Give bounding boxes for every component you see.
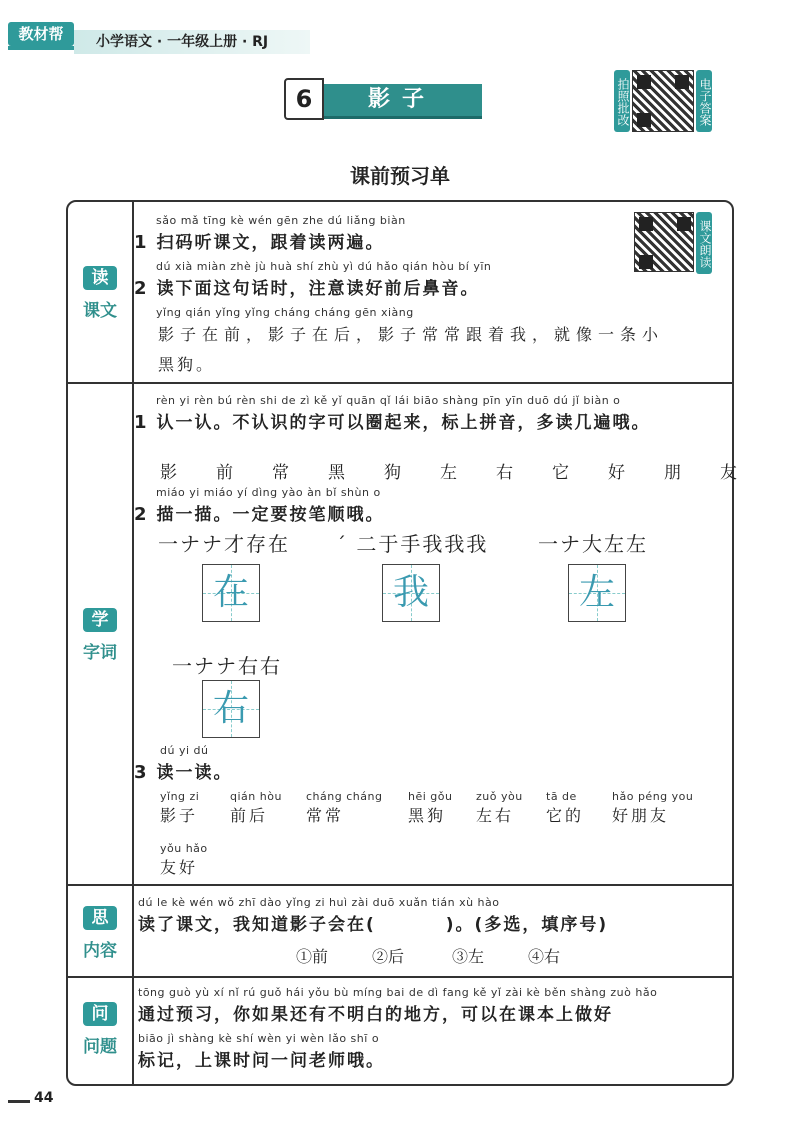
lesson-banner bbox=[284, 78, 482, 120]
word-item bbox=[476, 790, 523, 826]
char: 前 bbox=[216, 463, 236, 483]
pinyin: sǎo mǎ tīng kè wén gēn zhe dú liǎng biàn bbox=[156, 214, 406, 227]
pinyin: dú le kè wén wǒ zhī dào yǐng zi huì zài duō xuǎn tián xù hào bbox=[138, 896, 500, 909]
word-item bbox=[408, 790, 452, 826]
section-badge: 问 bbox=[83, 1002, 117, 1026]
question-2 bbox=[134, 274, 480, 299]
word-item bbox=[160, 842, 208, 878]
word-pinyin: hǎo péng you bbox=[612, 790, 694, 803]
question-3 bbox=[134, 758, 233, 783]
lesson-number: 6 bbox=[284, 78, 324, 120]
tracing-grid[interactable] bbox=[568, 564, 626, 622]
trace-char: 左 bbox=[578, 572, 615, 613]
word-item bbox=[306, 790, 382, 826]
section-label: 字词 bbox=[83, 643, 117, 663]
pinyin: rèn yi rèn bú rèn shi de zì kě yǐ quān qǐ lái biāo shàng pīn yīn duō dú jǐ biàn o bbox=[156, 394, 621, 407]
row-divider bbox=[68, 382, 732, 384]
section-label: 内容 bbox=[83, 941, 117, 961]
pinyin: yǐng qián yǐng yǐng cháng cháng gēn xiàng bbox=[156, 306, 414, 319]
char: 朋 bbox=[664, 463, 684, 483]
word-text: 友好 bbox=[160, 858, 199, 877]
ask-text: 标记，上课时问一问老师哦。 bbox=[138, 1051, 385, 1071]
word-pinyin: qián hòu bbox=[230, 790, 282, 803]
question-number: 2 bbox=[134, 278, 149, 299]
pinyin: miáo yi miáo yí dìng yào àn bǐ shùn o bbox=[156, 486, 381, 499]
pinyin: biāo jì shàng kè shí wèn yi wèn lǎo shī o bbox=[138, 1032, 380, 1045]
char: 狗 bbox=[384, 463, 404, 483]
tracing-grid[interactable] bbox=[202, 680, 260, 738]
section-label: 课文 bbox=[83, 301, 117, 321]
page-number-line bbox=[8, 1100, 30, 1103]
column-divider bbox=[132, 202, 134, 1084]
qr-grading[interactable] bbox=[614, 70, 714, 132]
char: 影 bbox=[160, 463, 180, 483]
question-text: )。(多选，填序号) bbox=[445, 915, 609, 935]
row-divider bbox=[68, 884, 732, 886]
question-text: 读一读。 bbox=[156, 763, 233, 783]
char: 黑 bbox=[328, 463, 348, 483]
ask-text: 通过预习，你如果还有不明白的地方，可以在课本上做好 bbox=[138, 1005, 613, 1025]
question-number: 1 bbox=[134, 232, 149, 253]
char: 右 bbox=[496, 463, 516, 483]
word-text: 好朋友 bbox=[612, 806, 670, 825]
worksheet-table bbox=[66, 200, 740, 1086]
stroke-order: 一ナナ右右 bbox=[172, 654, 282, 678]
stroke-order: 一ナ大左左 bbox=[538, 532, 648, 556]
section-badge: 学 bbox=[83, 608, 117, 632]
section-think bbox=[68, 906, 132, 961]
pinyin: tōng guò yù xí nǐ rú guǒ hái yǒu bù míng bai de dì fang kě yǐ zài kè běn shàng zuò hǎo bbox=[138, 986, 658, 999]
section-ask bbox=[68, 1002, 132, 1057]
word-pinyin: zuǒ yòu bbox=[476, 790, 523, 803]
char: 左 bbox=[440, 463, 460, 483]
option: ③左 bbox=[452, 947, 485, 966]
section-badge: 读 bbox=[83, 266, 117, 290]
page-heading: 课前预习单 bbox=[350, 164, 450, 188]
reading-sentence: 影子在前，影子在后，影子常常跟着我，就像一条小 bbox=[158, 325, 665, 344]
word-text: 左右 bbox=[476, 806, 515, 825]
header-brand: 教材帮 bbox=[8, 22, 74, 46]
section-label: 问题 bbox=[83, 1037, 117, 1057]
pinyin: dú xià miàn zhè jù huà shí zhù yì dú hǎo qián hòu bí yīn bbox=[156, 260, 492, 273]
page-number: 44 bbox=[34, 1090, 54, 1106]
word-pinyin: yǒu hǎo bbox=[160, 842, 208, 855]
question-text: 描一描。一定要按笔顺哦。 bbox=[156, 505, 385, 525]
question-text: 读了课文，我知道影子会在( bbox=[138, 915, 376, 935]
question-number: 1 bbox=[134, 412, 149, 433]
qr-code-icon[interactable] bbox=[632, 70, 694, 132]
qr-reading-label: 课文朗读 bbox=[696, 212, 712, 274]
stroke-order: ˊ 二于手我我我 bbox=[336, 532, 489, 556]
qr-right-label: 电子答案 bbox=[696, 70, 712, 132]
word-pinyin: cháng cháng bbox=[306, 790, 383, 803]
trace-char: 我 bbox=[392, 572, 429, 613]
pinyin: dú yi dú bbox=[160, 744, 209, 757]
trace-char: 右 bbox=[212, 688, 249, 729]
lesson-title: 影子 bbox=[322, 84, 482, 116]
option: ①前 bbox=[296, 947, 329, 966]
qr-code-icon[interactable] bbox=[634, 212, 694, 272]
question-1 bbox=[134, 228, 385, 253]
header-underline bbox=[8, 46, 74, 50]
word-item bbox=[230, 790, 282, 826]
word-text: 黑狗 bbox=[408, 806, 447, 825]
question-text: 读下面这句话时，注意读好前后鼻音。 bbox=[156, 279, 480, 299]
word-pinyin: yǐng zi bbox=[160, 790, 200, 803]
section-learn bbox=[68, 608, 132, 663]
question-1 bbox=[134, 408, 651, 433]
section-badge: 思 bbox=[83, 906, 117, 930]
tracing-grid[interactable] bbox=[382, 564, 440, 622]
question-number: 2 bbox=[134, 504, 149, 525]
word-text: 常常 bbox=[306, 806, 345, 825]
word-item bbox=[546, 790, 584, 826]
qr-reading[interactable] bbox=[634, 212, 722, 274]
word-text: 它的 bbox=[546, 806, 585, 825]
question-text: 扫码听课文，跟着读两遍。 bbox=[156, 233, 385, 253]
question-text: 认一认。不认识的字可以圈起来，标上拼音，多读几遍哦。 bbox=[156, 413, 651, 433]
char: 友 bbox=[720, 463, 740, 483]
section-read bbox=[68, 266, 132, 321]
stroke-order: 一ナナ才存在 bbox=[158, 532, 290, 556]
lesson-title-underline bbox=[322, 116, 482, 119]
option: ②后 bbox=[372, 947, 405, 966]
char: 常 bbox=[272, 463, 292, 483]
word-item bbox=[160, 790, 199, 826]
char: 它 bbox=[552, 463, 572, 483]
header-subject: 小学语文 · 一年级上册 · RJ bbox=[74, 30, 310, 54]
char: 好 bbox=[608, 463, 628, 483]
option: ④右 bbox=[528, 947, 561, 966]
tracing-grid[interactable] bbox=[202, 564, 260, 622]
word-pinyin: tā de bbox=[546, 790, 577, 803]
reading-sentence: 黑狗。 bbox=[158, 355, 216, 374]
word-text: 影子 bbox=[160, 806, 199, 825]
trace-char: 在 bbox=[212, 572, 249, 613]
question-2 bbox=[134, 500, 385, 525]
word-item bbox=[612, 790, 693, 826]
word-text: 前后 bbox=[230, 806, 269, 825]
qr-left-label: 拍照批改 bbox=[614, 70, 630, 132]
word-pinyin: hēi gǒu bbox=[408, 790, 453, 803]
think-question bbox=[138, 910, 608, 935]
question-number: 3 bbox=[134, 762, 149, 783]
row-divider bbox=[68, 976, 732, 978]
